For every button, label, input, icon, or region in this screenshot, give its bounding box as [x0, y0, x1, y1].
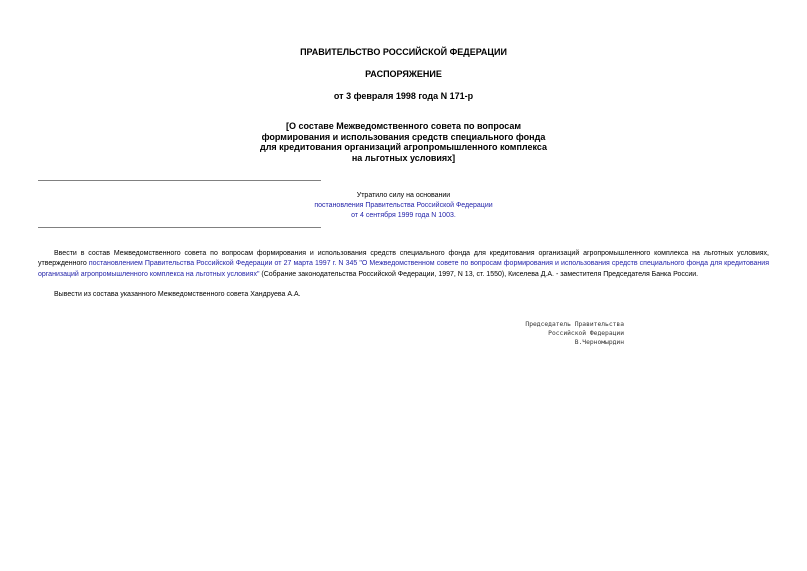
- signature-position: Председатель Правительства: [525, 321, 624, 328]
- repeal-notice-link-date[interactable]: от 4 сентября 1999 года N 1003.: [351, 212, 456, 219]
- document-subject: [0, 121, 807, 163]
- resolution-link[interactable]: постановлением: [88, 260, 143, 268]
- document-type: РАСПОРЯЖЕНИЕ: [365, 69, 442, 79]
- body-paragraph-2: Вывести из состава указанного Межведомственного совета Хандруева А.А.: [54, 291, 301, 298]
- signature-name: В.Черномырдин: [574, 339, 624, 346]
- subject-line: [О составе Межведомственного совета по вопросам: [285, 121, 522, 131]
- resolution-title-link[interactable]: Правительства Российской Федерации от 27 марта 1997 г. N 345 "О Межведомственном совете по вопросам формирования и использования средств специального фонда для кредитования организаций агропромышленного комплекса на льготных условиях": [38, 260, 769, 278]
- government-title: ПРАВИТЕЛЬСТВО РОССИЙСКОЙ ФЕДЕРАЦИИ: [300, 47, 507, 57]
- divider-top: [38, 180, 321, 181]
- document-date-number: от 3 февраля 1998 года N 171-р: [333, 91, 474, 101]
- subject-line: формирования и использования средств специального фонда: [261, 131, 546, 142]
- paragraph-text: Ввести в состав Межведомственного совета по вопросам формирования и использования средств специального фонда для кредитования организаций агропромышленного комплекса на льготных условиях, утвержденного: [38, 250, 769, 268]
- signature-country: Российской Федерации: [548, 330, 624, 337]
- paragraph-text: (Собрание законодательства Российской Федерации, 1997, N 13, ст. 1550), Киселева Д.А. - заместителя Председателя Банка России.: [259, 270, 699, 278]
- subject-line: для кредитования организаций агропромышленного комплекса: [259, 142, 547, 152]
- body-paragraph-1: [38, 249, 769, 280]
- repeal-notice-text: Утратило силу на основании: [356, 192, 451, 199]
- divider-bottom: [38, 227, 321, 228]
- repeal-notice-link[interactable]: постановления Правительства Российской Федерации: [314, 202, 493, 209]
- subject-line: на льготных условиях]: [351, 152, 456, 163]
